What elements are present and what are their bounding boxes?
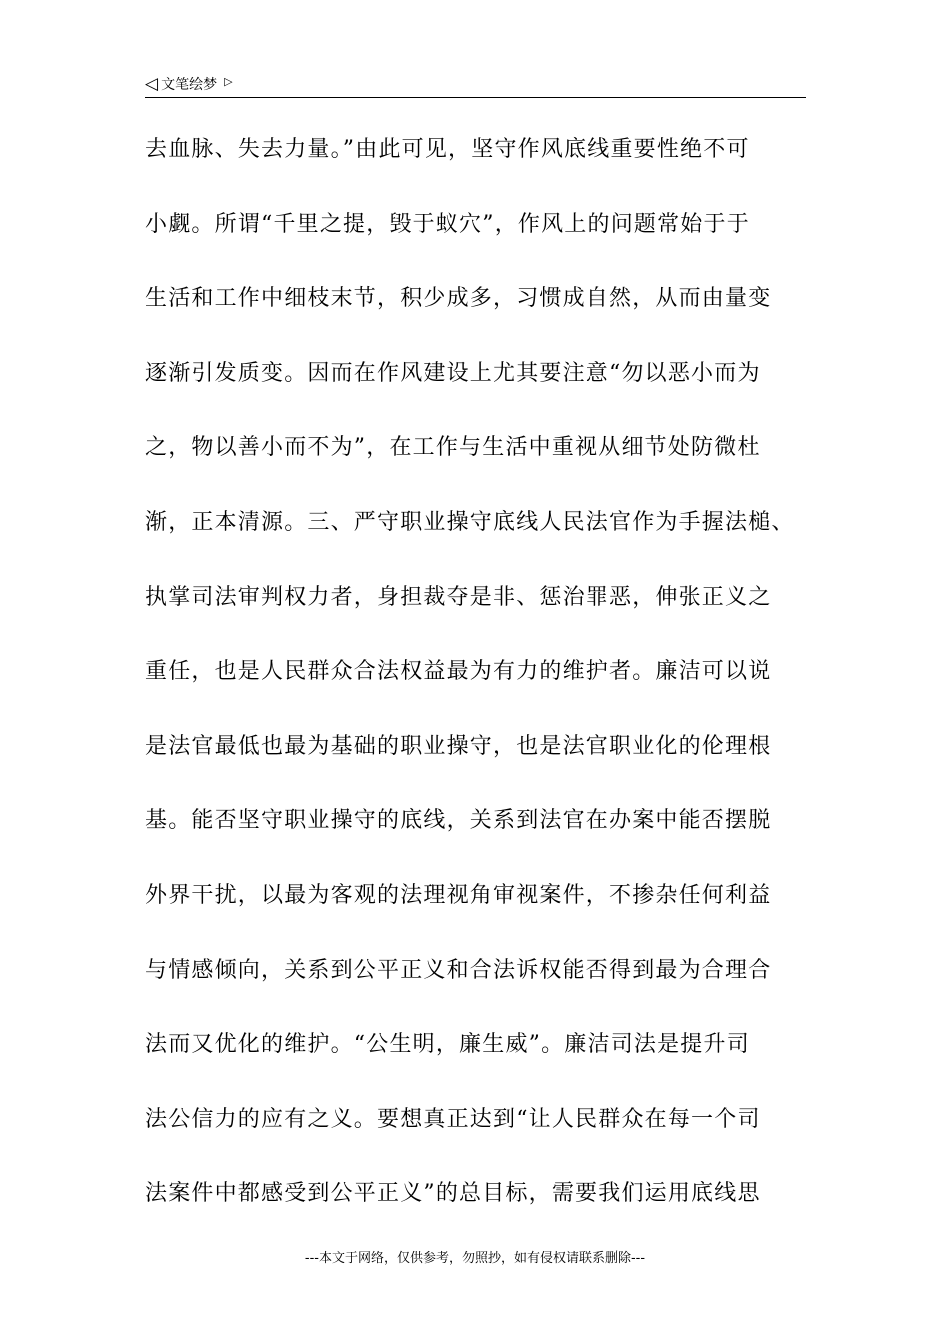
header-divider [145, 97, 806, 98]
text-line: 渐，正本清源。三、严守职业操守底线人民法官作为手握法槌、 [145, 509, 795, 535]
text-line: 去血脉、失去力量。”由此可见，坚守作风底线重要性绝不可 [145, 137, 750, 162]
text-line: 与情感倾向，关系到公平正义和合法诉权能否得到最为合理合 [145, 957, 772, 983]
text-line: 生活和工作中细枝末节，积少成多，习惯成自然，从而由量变 [145, 286, 772, 312]
left-triangle-icon: ◁ [145, 73, 159, 94]
text-line: 法公信力的应有之义。要想真正达到“让人民群众在每一个司 [145, 1106, 761, 1132]
text-line: 法而又优化的维护。“公生明，廉生威”。廉洁司法是提升司 [145, 1032, 750, 1058]
text-line: 小觑。所谓“千里之提，毁于蚁穴”，作风上的问题常始于于 [145, 211, 750, 237]
text-line: 重任，也是人民群众合法权益最为有力的维护者。廉洁可以说 [145, 659, 772, 685]
text-line: 逐渐引发质变。因而在作风建设上尤其要注意“勿以恶小而为 [145, 360, 761, 386]
page-header [145, 72, 233, 96]
text-line: 外界干扰，以最为客观的法理视角审视案件，不掺杂任何利益 [145, 882, 772, 908]
text-line: 基。能否坚守职业操守的底线，关系到法官在办案中能否摆脱 [145, 808, 772, 834]
header-title: 文笔绘梦 [161, 77, 218, 93]
text-line: 执掌司法审判权力者，身担裁夺是非、惩治罪恶，伸张正义之 [145, 584, 772, 610]
text-line: 法案件中都感受到公平正义”的总目标，需要我们运用底线思 [145, 1181, 761, 1207]
right-triangle-icon: ▷ [224, 74, 233, 88]
body-text [145, 128, 815, 1247]
text-line: 之，物以善小而不为”，在工作与生活中重视从细节处防微杜 [145, 435, 761, 461]
text-line: 是法官最低也最为基础的职业操守，也是法官职业化的伦理根 [145, 733, 772, 759]
page-footer: ---本文于网络，仅供参考，勿照抄，如有侵权请联系删除--- [304, 1251, 646, 1266]
